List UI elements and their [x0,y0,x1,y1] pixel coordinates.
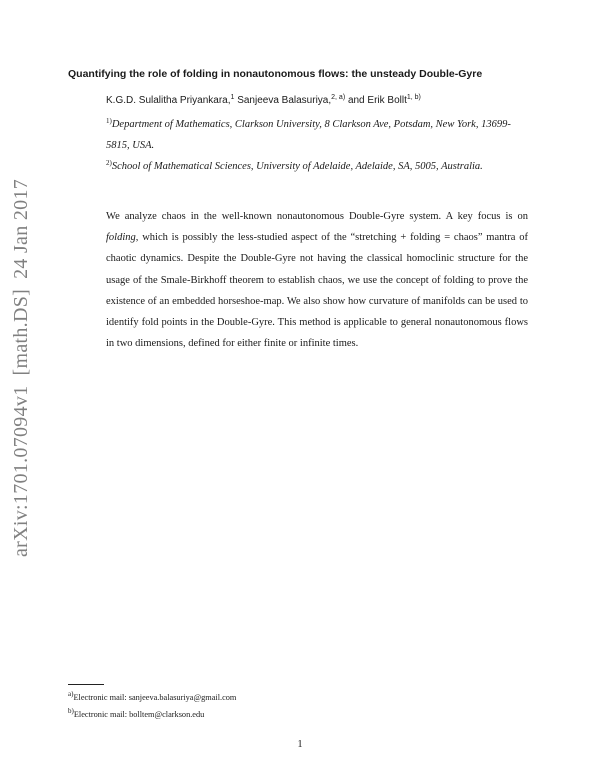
author-marks: 2, a) [331,94,346,101]
paper-title: Quantifying the role of folding in nonautonomous flows: the unsteady Double-Gyre [68,68,483,80]
abstract [106,206,528,354]
affiliation-text: Department of Mathematics, Clarkson University, 8 Clarkson Ave, Potsdam, New York, 13699-5815, USA. [106,119,511,151]
author-list [106,94,421,106]
arxiv-date: 24 Jan 2017 [10,178,32,279]
footnote [68,690,236,702]
abstract-text: We analyze chaos in the well-known nonautonomous Double-Gyre system. A key focus is on [106,211,528,222]
arxiv-identifier-stamp [10,178,40,557]
footnote-mark: a) [68,690,74,698]
arxiv-id: arXiv:1701.07094v1 [10,385,32,557]
author-name: Sanjeeva Balasuriya, [237,95,332,106]
affiliation [106,111,526,156]
author-marks: 1, b) [406,94,421,101]
footnote-text: Electronic mail: sanjeeva.balasuriya@gmail.com [73,693,237,702]
author-name: K.G.D. Sulalitha Priyankara, [106,95,231,106]
page-number: 1 [297,739,303,750]
footnote [68,707,204,719]
abstract-emphasis: folding [106,232,136,244]
footnote-rule [68,684,104,685]
footnote-mark: b) [68,707,74,715]
arxiv-category: [math.DS] [10,288,32,376]
affiliation-text: School of Mathematical Sciences, University of Adelaide, Adelaide, SA, 5005, Australia. [111,161,483,172]
author-marks: 1 [230,94,235,101]
footnote-text: Electronic mail: bolltem@clarkson.edu [73,710,205,719]
abstract-text: , which is possibly the less-studied aspect of the “stretching + folding = chaos” mantra of chaotic dynamics. Despite the Double-Gyre not having the classical homoclinic structure for the usage of the Smale-Birkhoff theorem to establish chaos, we use the concept of folding to prove the existence of an embedded horseshoe-map. We also show how curvature of manifolds can be used to identify fold points in the Double-Gyre. This method is applicable to general nonautonomous flows in two dimensions, defined for either finite or infinite times. [106,232,528,350]
affiliation-mark: 1) [106,117,112,125]
affiliation-mark: 2) [106,159,112,167]
affiliation [106,153,526,177]
author-name: and Erik Bollt [347,95,407,106]
